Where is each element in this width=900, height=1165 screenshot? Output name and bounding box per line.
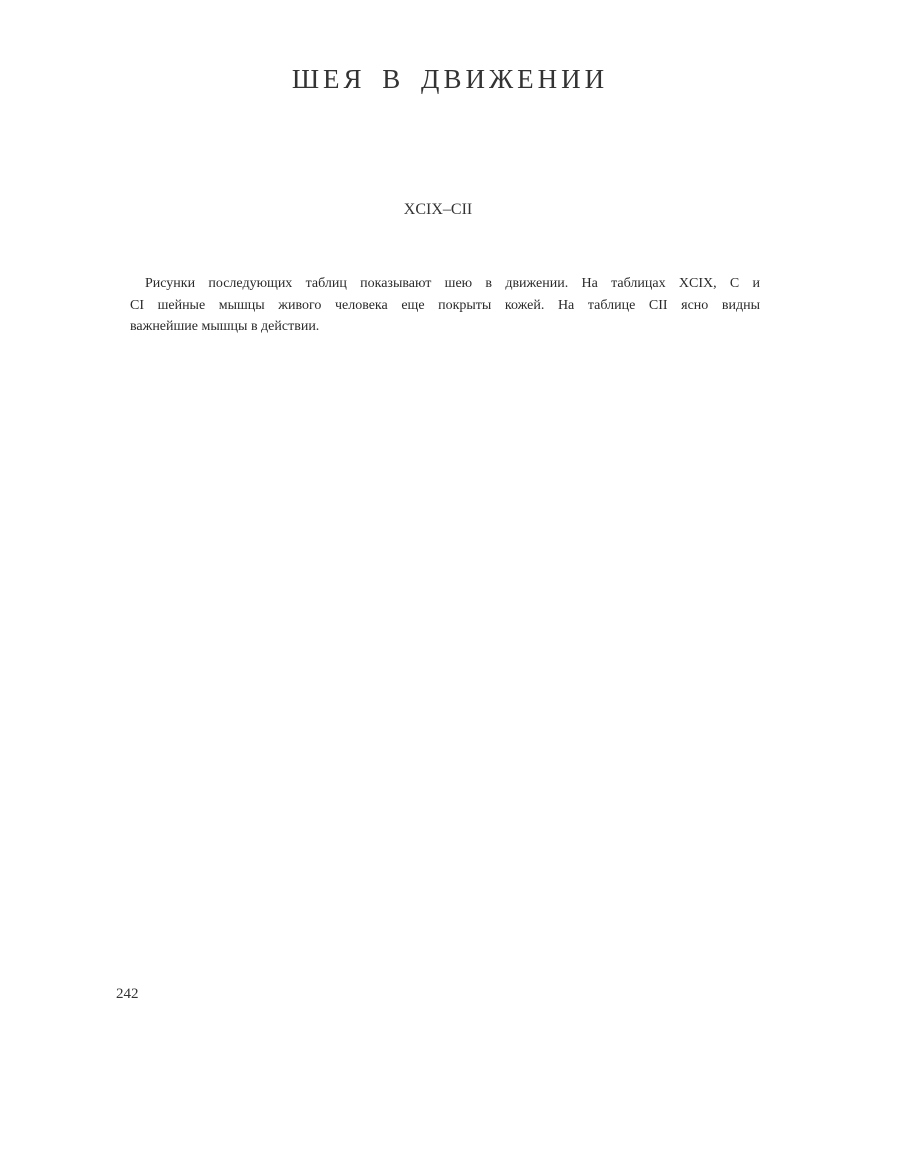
paragraph-line: Рисунки последующих таблиц показывают шею в движении. На таблицах XCIX, C и: [145, 276, 760, 291]
section-subtitle: XCIX–CII: [403, 201, 473, 218]
paragraph-line: CI шейные мышцы живого человека еще покрыты кожей. На таблице CII ясно видны: [130, 297, 760, 313]
body-paragraph: [130, 273, 760, 338]
paragraph-line: важнейшие мышцы в действии.: [130, 319, 320, 334]
page-title: ШЕЯ В ДВИЖЕНИИ: [291, 64, 609, 94]
page-number: 242: [116, 986, 139, 1002]
